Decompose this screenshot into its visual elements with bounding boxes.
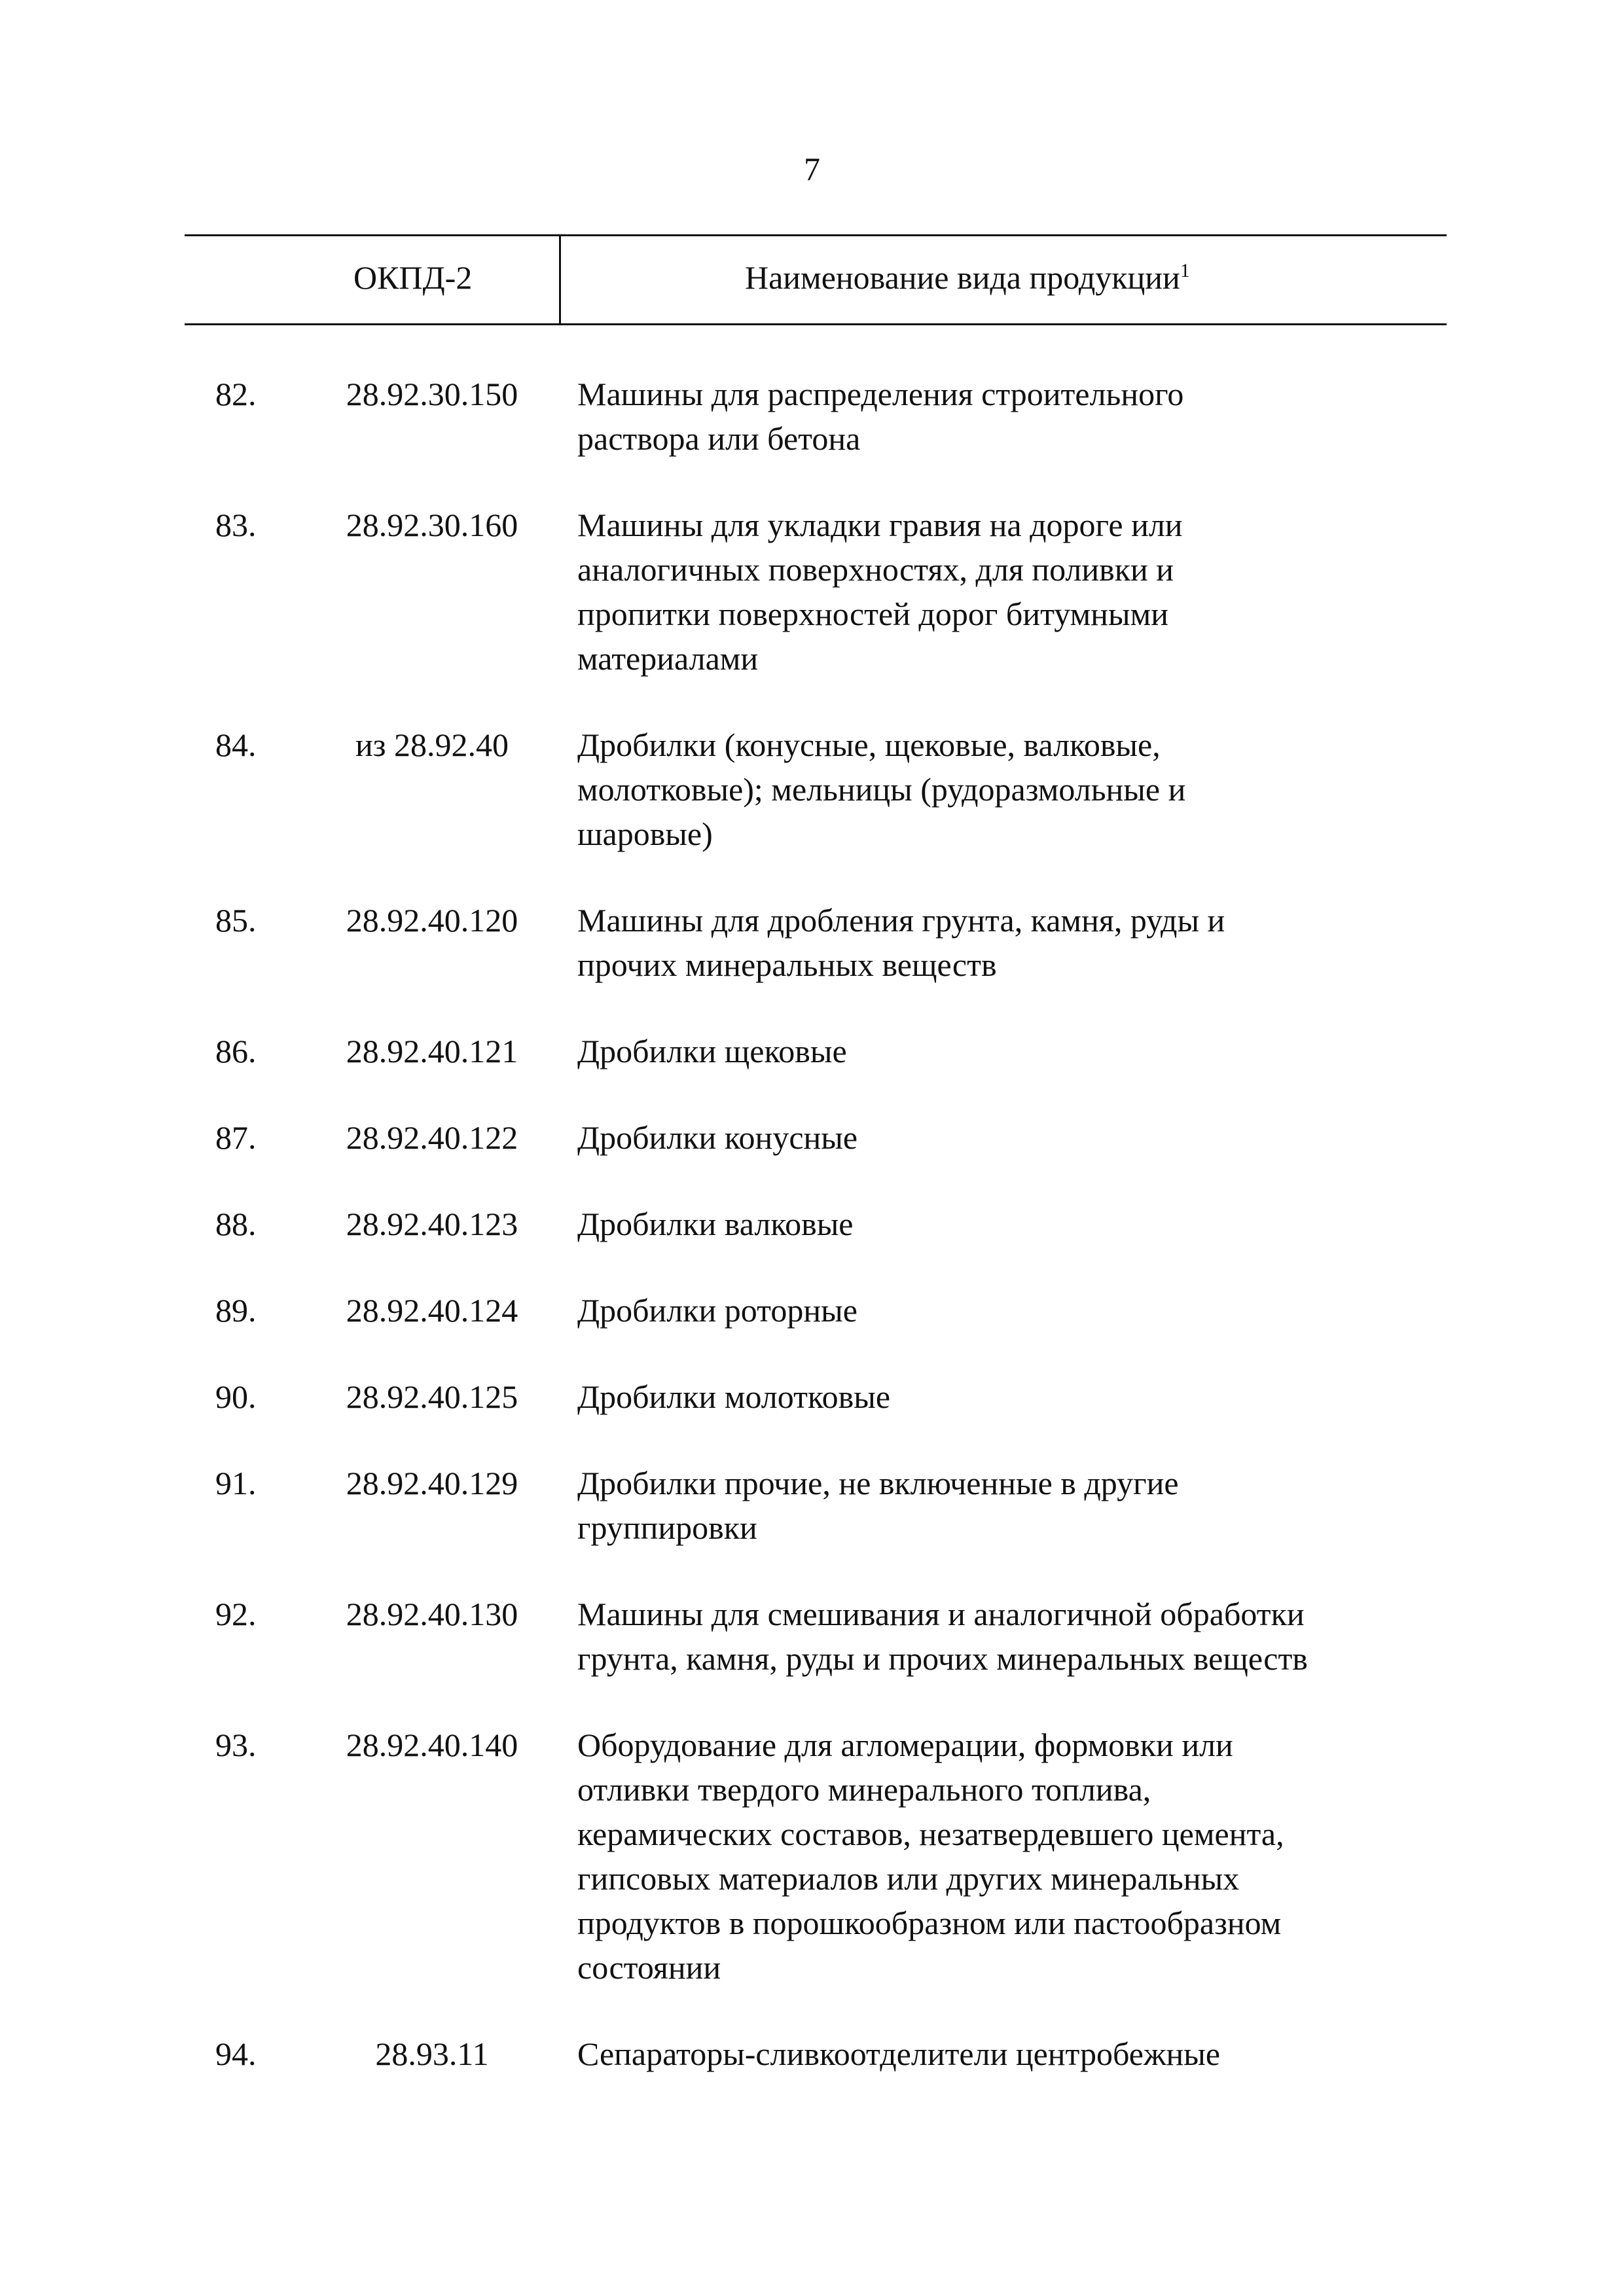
row-code: 28.92.40.129 [346, 1465, 518, 1501]
table-body [0, 372, 1624, 2118]
row-name: Машины для дробления грунта, камня, руды и прочих минеральных веществ [577, 902, 1225, 983]
header-code: ОКПД-2 [353, 259, 473, 296]
table-row [0, 1592, 1624, 1681]
row-code: 28.92.40.122 [346, 1119, 518, 1156]
row-code: 28.92.40.121 [346, 1033, 518, 1069]
row-name: Машины для распределения строительного раствора или бетона [577, 376, 1184, 457]
table-row [0, 503, 1624, 681]
row-name: Машины для смешивания и аналогичной обработки грунта, камня, руды и прочих минеральных веществ [577, 1596, 1308, 1677]
row-code: 28.93.11 [375, 2036, 489, 2072]
row-number: 87. [215, 1119, 257, 1156]
row-code: 28.92.30.160 [346, 507, 518, 543]
row-code: 28.92.30.150 [346, 376, 518, 412]
row-name: Дробилки конусные [577, 1119, 858, 1156]
row-code: 28.92.40.120 [346, 902, 518, 939]
row-name: Дробилки (конусные, щековые, валковые, молотковые); мельницы (рудоразмольные и шаровые) [577, 726, 1186, 852]
row-number: 88. [215, 1206, 257, 1242]
row-name: Дробилки прочие, не включенные в другие группировки [577, 1465, 1179, 1546]
row-number: 89. [215, 1292, 257, 1329]
row-code: 28.92.40.130 [346, 1596, 518, 1632]
table-row [0, 898, 1624, 987]
table-row [0, 1202, 1624, 1246]
table-row [0, 1723, 1624, 1990]
row-number: 86. [215, 1033, 257, 1069]
row-name: Дробилки молотковые [577, 1378, 891, 1415]
footnote-marker: 1 [1180, 260, 1190, 281]
page-number: 7 [804, 151, 820, 187]
header-name-text: Наименование вида продукции [745, 259, 1180, 296]
row-name: Дробилки роторные [577, 1292, 857, 1329]
table-row [0, 1115, 1624, 1160]
row-number: 83. [215, 507, 257, 543]
table-row [0, 372, 1624, 461]
row-code: 28.92.40.124 [346, 1292, 518, 1329]
row-number: 94. [215, 2036, 257, 2072]
row-number: 82. [215, 376, 257, 412]
table-row [0, 2032, 1624, 2076]
row-number: 90. [215, 1378, 257, 1415]
table-header-bottom-rule [185, 323, 1447, 325]
row-number: 84. [215, 726, 257, 763]
table-row [0, 1288, 1624, 1333]
row-name: Сепараторы-сливкоотделители центробежные [577, 2036, 1221, 2072]
header-name [745, 255, 1190, 305]
row-name: Дробилки валковые [577, 1206, 854, 1242]
row-code: 28.92.40.125 [346, 1378, 518, 1415]
header-column-divider [559, 234, 561, 324]
row-number: 92. [215, 1596, 257, 1632]
row-code: из 28.92.40 [355, 726, 509, 763]
row-number: 85. [215, 902, 257, 939]
row-number: 91. [215, 1465, 257, 1501]
row-code: 28.92.40.123 [346, 1206, 518, 1242]
row-number: 93. [215, 1727, 257, 1763]
table-row [0, 723, 1624, 856]
row-code: 28.92.40.140 [346, 1727, 518, 1763]
row-name: Машины для укладки гравия на дороге или аналогичных поверхностях, для поливки и пропитки поверхностей дорог битумными материалами [577, 507, 1183, 677]
table-row [0, 1374, 1624, 1419]
table-top-rule [185, 234, 1447, 236]
table-row [0, 1029, 1624, 1073]
table-row [0, 1461, 1624, 1550]
row-name: Дробилки щековые [577, 1033, 847, 1069]
row-name: Оборудование для агломерации, формовки или отливки твердого минерального топлива, керамических составов, незатвердевшего цемента, гипсовых материалов или других минеральных продуктов в порошкообразном или пастообразном состоянии [577, 1727, 1284, 1986]
